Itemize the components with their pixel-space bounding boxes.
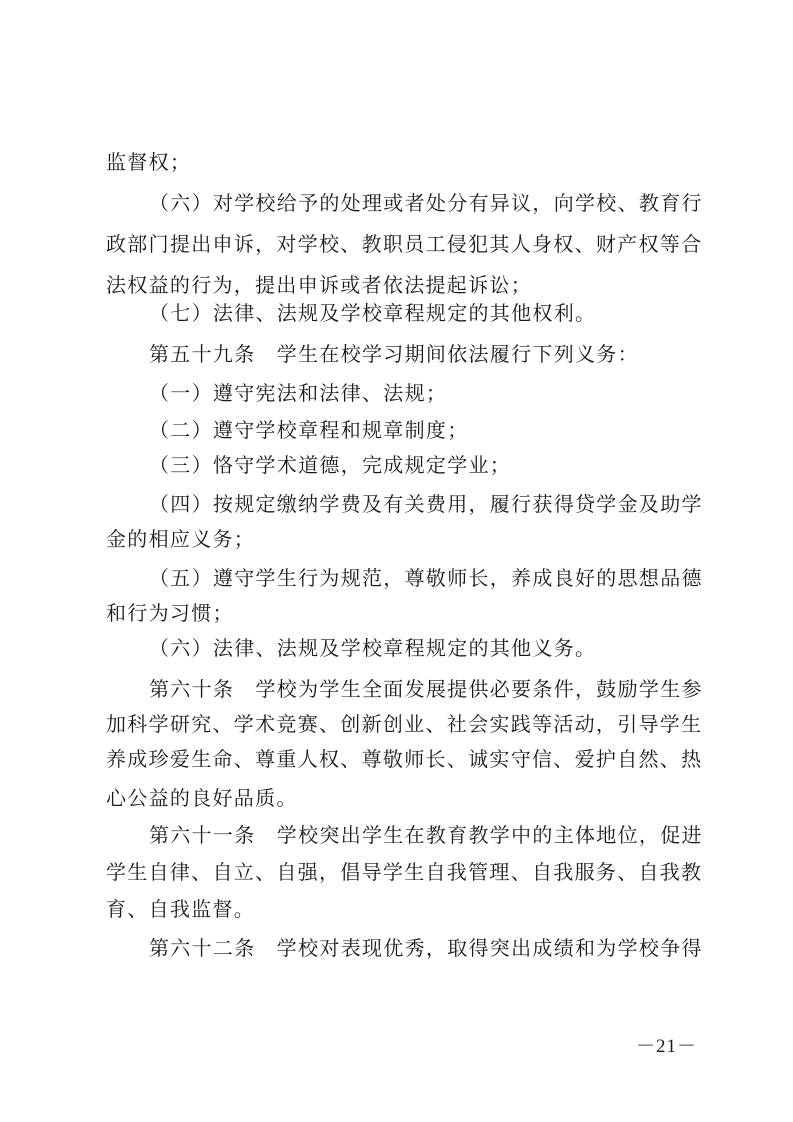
text-line: 心公益的良好品质。 xyxy=(106,786,298,810)
text-line: （五）遵守学生行为规范，尊敬师长，养成良好的思想品德 xyxy=(149,566,703,590)
text-line: （四）按规定缴纳学费及有关费用，履行获得贷学金及助学 xyxy=(149,492,703,516)
text-line: （六）对学校给予的处理或者处分有异议，向学校、教育行 xyxy=(149,191,703,215)
article-heading-line: 第六十二条 学校对表现优秀，取得突出成绩和为学校争得 xyxy=(149,936,703,960)
text-line: 金的相应义务； xyxy=(106,527,256,551)
text-line: （二）遵守学校章程和规章制度； xyxy=(149,418,469,442)
text-line: （一）遵守宪法和法律、法规； xyxy=(149,381,448,405)
text-line: 法权益的行为，提出申诉或者依法提起诉讼； xyxy=(106,273,532,297)
text-line: （六）法律、法规及学校章程规定的其他义务。 xyxy=(149,636,597,660)
page-number: －21－ xyxy=(636,1036,698,1057)
text-line: 监督权； xyxy=(106,150,192,174)
article-heading-line: 第五十九条 学生在校学习期间依法履行下列义务： xyxy=(149,342,639,366)
text-line: 和行为习惯； xyxy=(106,601,234,625)
text-line: 养成珍爱生命、尊重人权、尊敬师长、诚实守信、爱护自然、热 xyxy=(106,747,703,771)
text-line: 学生自律、自立、自强，倡导学生自我管理、自我服务、自我教 xyxy=(106,860,703,884)
text-line: 政部门提出申诉，对学校、教职员工侵犯其人身权、财产权等合 xyxy=(106,232,703,256)
text-line: （三）恪守学术道德，完成规定学业； xyxy=(149,453,512,477)
text-line: 育、自我监督。 xyxy=(106,897,256,921)
article-heading-line: 第六十条 学校为学生全面发展提供必要条件，鼓励学生参 xyxy=(149,677,703,701)
text-line: 加科学研究、学术竞赛、创新创业、社会实践等活动，引导学生 xyxy=(106,712,703,736)
text-line: （七）法律、法规及学校章程规定的其他权利。 xyxy=(149,301,597,325)
article-heading-line: 第六十一条 学校突出学生在教育教学中的主体地位，促进 xyxy=(149,823,703,847)
